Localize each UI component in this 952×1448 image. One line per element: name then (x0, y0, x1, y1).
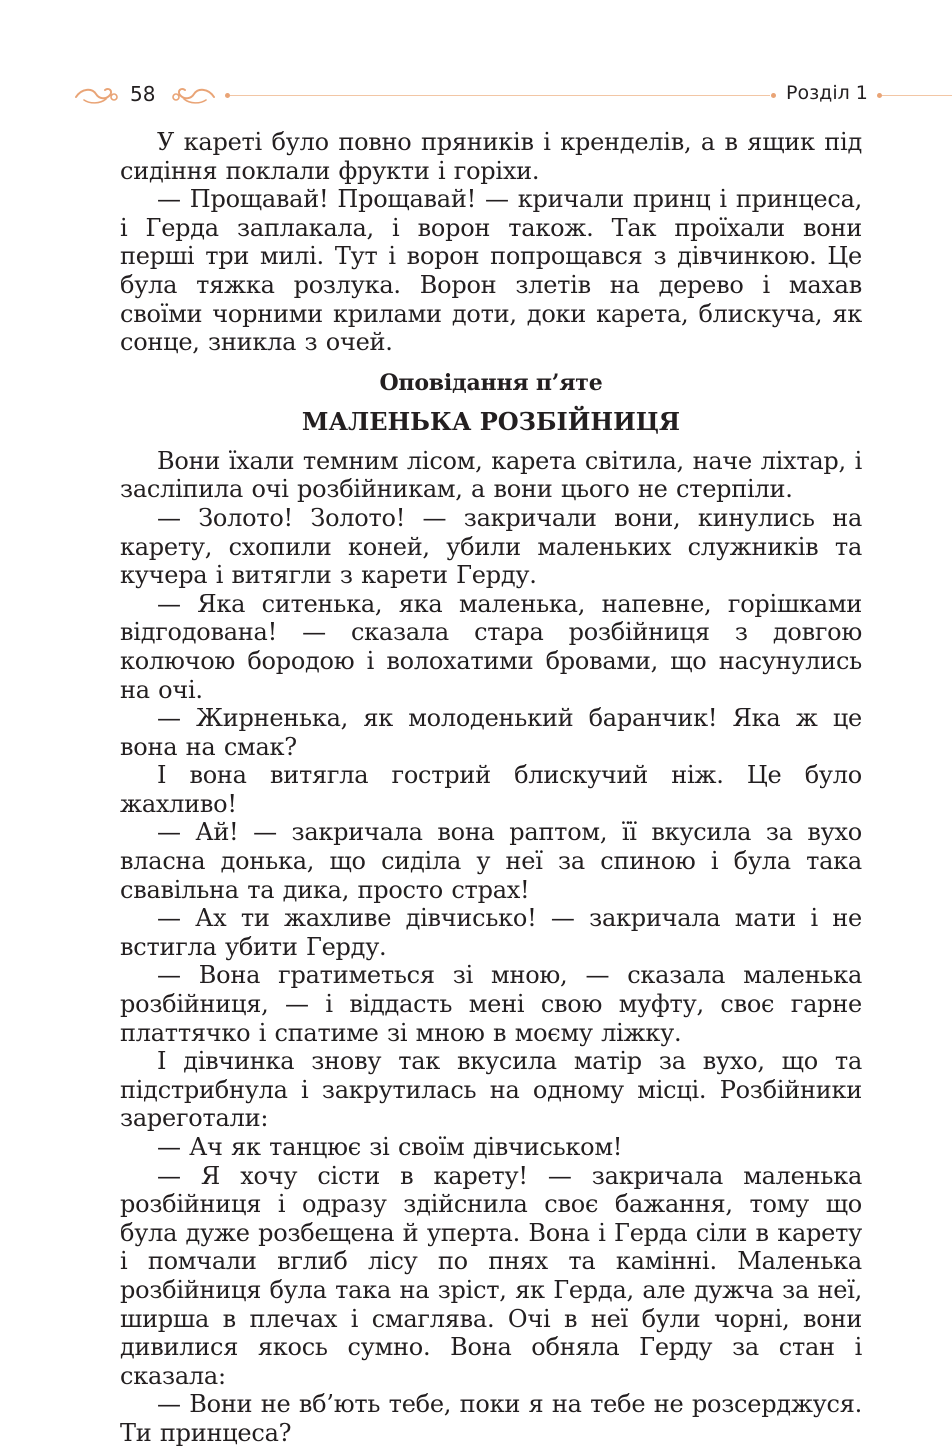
paragraph: — Ай! — закричала вона раптом, її вкусила за вухо власна донька, що сиділа у неї за спиною і була така свавільна та дика, просто страх! (120, 818, 862, 904)
paragraph: — Яка ситенька, яка маленька, напевне, горішками відгодована! — сказала стара розбійниця з довгою колючою бородою і волохатими бровами, що насунулись на очі. (120, 589, 862, 704)
paragraph: — Жирненька, як молоденький баранчик! Яка ж це вона на смак? (120, 704, 862, 761)
header-rule-tail (882, 95, 952, 96)
running-header (0, 78, 952, 114)
header-rule (230, 95, 770, 96)
paragraph: — Ач як танцює зі своїм дівчиськом! (157, 1133, 623, 1161)
page-body (120, 128, 862, 1448)
paragraph: — Золото! Золото! — закричали вони, кинулись на карету, схопили коней, убили маленьких служників та кучера і витягли з карети Герду. (120, 503, 862, 590)
paragraph: — Вони не вб’ють тебе, поки я на тебе не розсерджуся. Ти принцеса? (120, 1390, 862, 1447)
left-scroll-ornament-icon (74, 84, 120, 106)
paragraph: — Ах ти жахливе дівчисько! — закричала мати і не встигла убити Герду. (120, 904, 862, 961)
rule-dot (771, 93, 776, 98)
chapter-subtitle: Оповідання п’яте (379, 369, 603, 396)
right-scroll-ornament-icon (170, 84, 216, 106)
paragraph: — Я хочу сісти в карету! — закричала маленька розбійниця і одразу здійснила своє бажання, тому що була дуже розбещена й уперта. Вона і Герда сіли в карету і помчали вглиб лісу по пнях та камінні. Маленька розбійниця була така на зріст, як Герда, але дужча за неї, ширша в плечах і смаглява. Очі в неї були чорні, вони дивилися якось сумно. Вона обняла Герду за стан і сказала: (120, 1161, 862, 1390)
paragraph: І дівчинка знову так вкусила матір за вухо, що та підстрибнула і закрутилась на одному місці. Розбійники зареготали: (120, 1047, 862, 1133)
paragraph: У кареті було повно пряників і кренделів, а в ящик під сидіння поклали фрукти і горіхи. (120, 128, 862, 185)
chapter-title: МАЛЕНЬКА РОЗБІЙНИЦЯ (301, 406, 681, 436)
paragraph: І вона витягла гострий блискучий ніж. Це було жахливо! (120, 761, 862, 818)
page-number: 58 (130, 82, 156, 106)
section-label: Розділ 1 (786, 82, 868, 104)
paragraph: — Прощавай! Прощавай! — кричали принц і принцеса, і Герда заплакала, і ворон також. Так проїхали вони перші три милі. Тут і ворон попрощався з дівчинкою. Це була тяжка розлука. Ворон злетів на дерево і махав своїми чорними крилами доти, доки карета, блискуча, як сонце, зникла з очей. (120, 185, 862, 357)
paragraph: Вони їхали темним лісом, карета світила, наче ліхтар, і засліпила очі розбійникам, а вони цього не стерпіли. (120, 446, 862, 504)
paragraph: — Вона гратиметься зі мною, — сказала маленька розбійниця, — і віддасть мені свою муфту, своє гарне платтячко і спатиме зі мною в моєму ліжку. (120, 961, 862, 1047)
